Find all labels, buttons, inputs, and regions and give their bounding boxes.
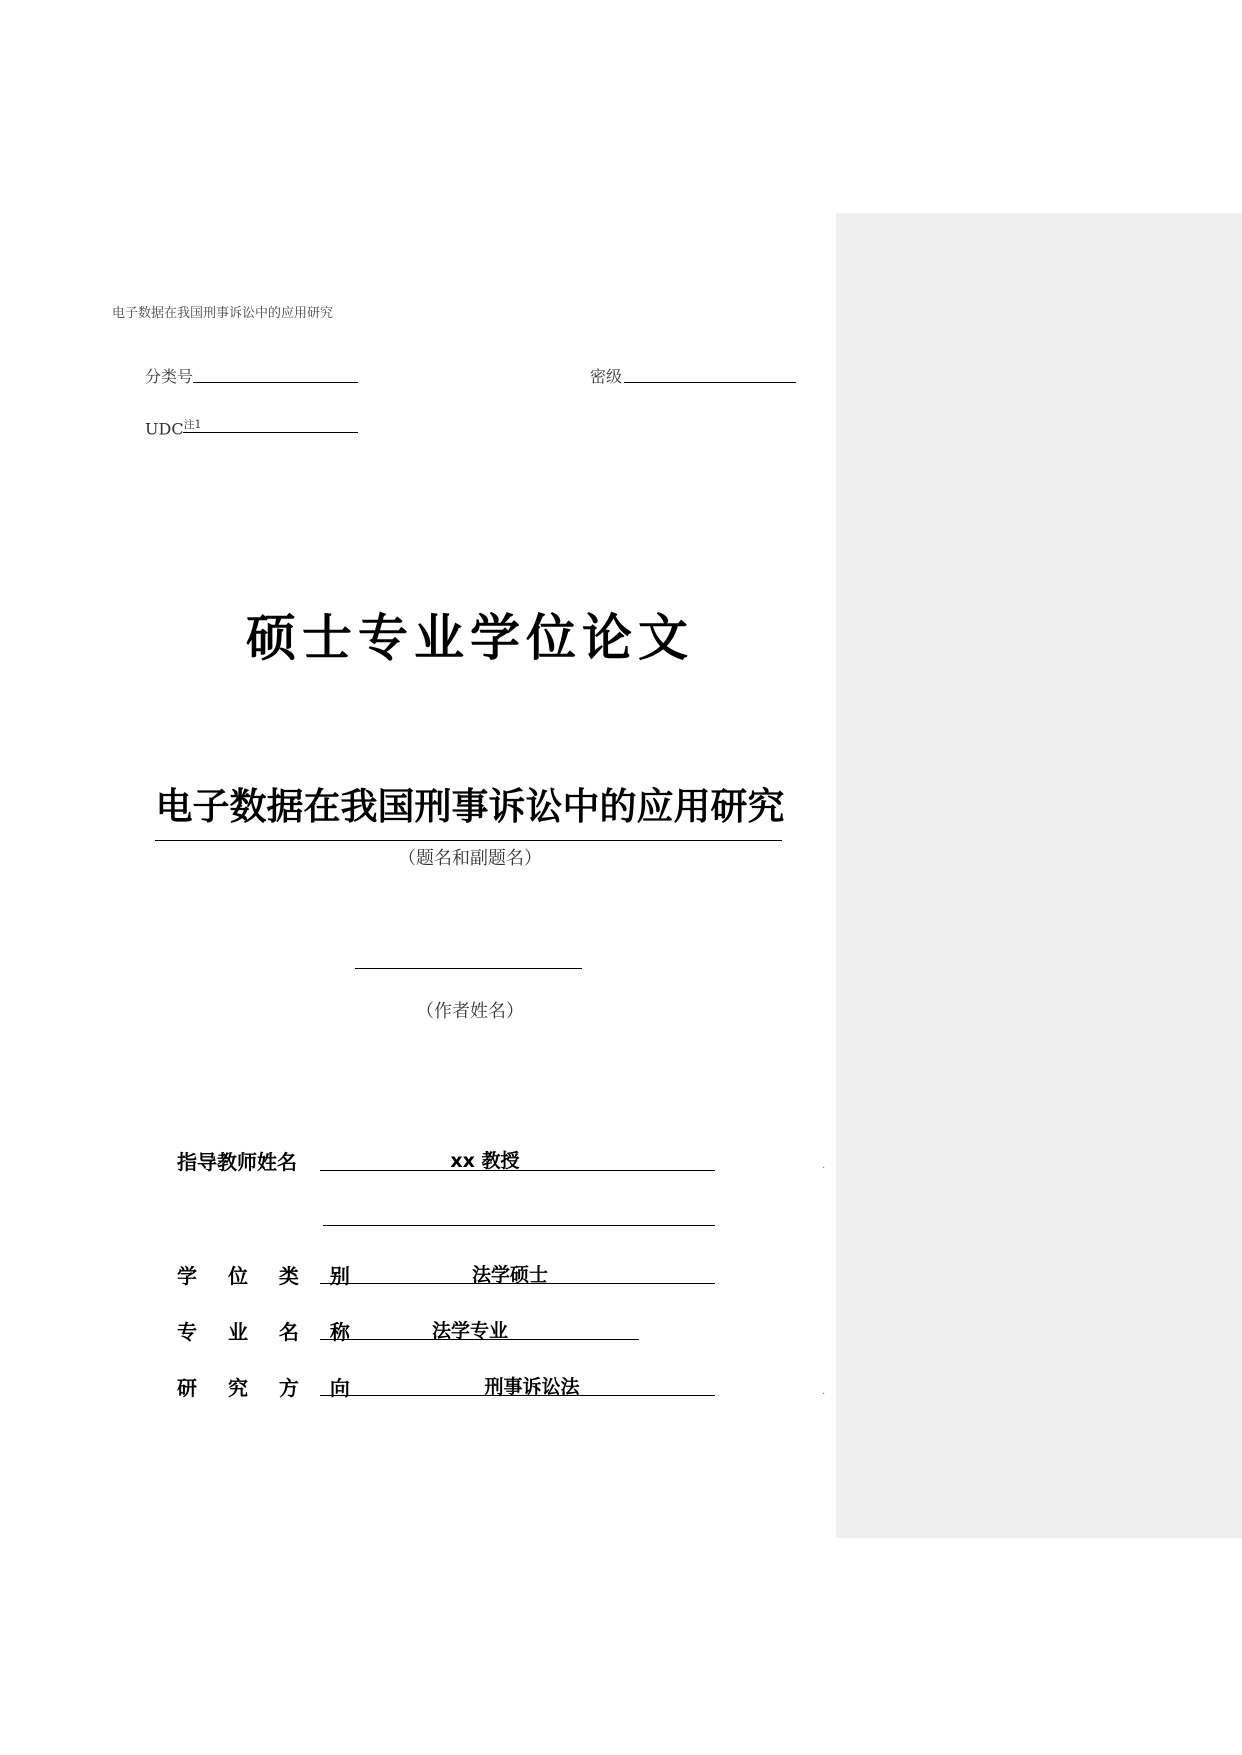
thesis-title: 电子数据在我国刑事诉讼中的应用研究 [155, 785, 785, 828]
research-value: 刑事诉讼法 [484, 1376, 580, 1398]
advisor-label: 指导教师姓名 [177, 1150, 297, 1174]
author-caption: （作者姓名） [416, 1001, 524, 1022]
advisor-value: xx 教授 [450, 1150, 520, 1172]
udc-label [145, 416, 202, 438]
research-field[interactable] [320, 1395, 715, 1396]
margin-mark: . [822, 1160, 826, 1171]
major-label: 专 业 名 称 [177, 1320, 362, 1344]
udc-note: 注1 [183, 418, 202, 431]
udc-field[interactable] [183, 432, 358, 433]
co-advisor-field[interactable] [323, 1225, 715, 1226]
title-underline [155, 840, 782, 841]
major-value: 法学专业 [431, 1320, 508, 1342]
title-caption: （题名和副题名） [398, 848, 542, 869]
comment-pane [836, 213, 1242, 1538]
author-field[interactable] [355, 968, 582, 969]
running-header: 电子数据在我国刑事诉讼中的应用研究 [112, 306, 334, 321]
secrecy-label: 密级 [590, 367, 623, 386]
margin-mark-2: . [822, 1386, 826, 1397]
udc-text: UDC [145, 419, 184, 439]
secrecy-field[interactable] [624, 382, 796, 383]
degree-type-field[interactable] [320, 1283, 715, 1284]
research-label: 研 究 方 向 [177, 1376, 362, 1400]
degree-type-value: 法学硕士 [471, 1264, 548, 1286]
major-field[interactable] [320, 1339, 639, 1340]
advisor-field[interactable] [320, 1170, 715, 1171]
degree-type-label: 学 位 类 别 [177, 1264, 362, 1288]
classification-label: 分类号 [145, 367, 194, 386]
degree-title: 硕士专业学位论文 [246, 608, 694, 667]
classification-field[interactable] [193, 382, 358, 383]
